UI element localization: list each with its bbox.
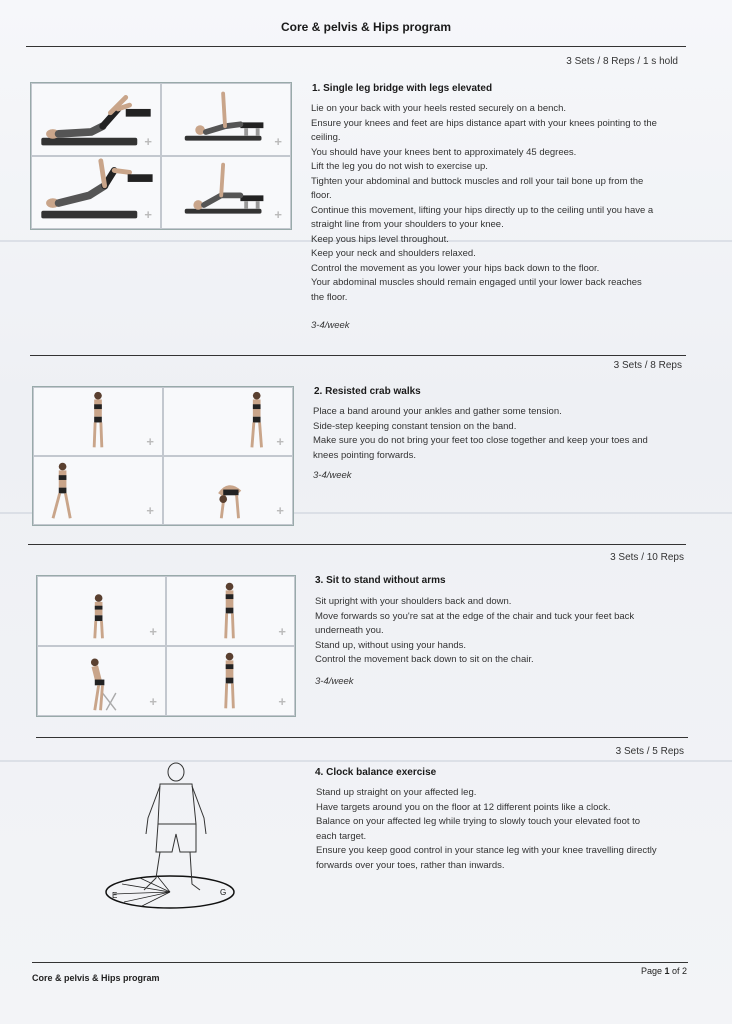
plus-icon: + bbox=[144, 134, 152, 149]
exercise-4-sets: 3 Sets / 5 Reps bbox=[615, 746, 684, 757]
exercise-2-image-3 bbox=[33, 456, 163, 525]
plus-icon: + bbox=[146, 503, 154, 518]
exercise-1-image-4 bbox=[161, 156, 291, 229]
instruction-line: ceiling. bbox=[311, 132, 341, 143]
exercise-2-sets: 3 Sets / 8 Reps bbox=[613, 360, 682, 371]
instruction-line: Control the movement back down to sit on the chair. bbox=[315, 654, 534, 665]
footer-divider bbox=[32, 962, 688, 963]
page-number bbox=[641, 966, 687, 976]
plus-icon: + bbox=[149, 694, 157, 709]
section-divider bbox=[28, 544, 686, 545]
exercise-3-image-3 bbox=[37, 646, 166, 716]
exercise-1-sets: 3 Sets / 8 Reps / 1 s hold bbox=[566, 56, 678, 67]
instruction-line: Keep yous hips level throughout. bbox=[311, 233, 449, 245]
exercise-2-title: 2. Resisted crab walks bbox=[314, 386, 421, 397]
section-divider bbox=[30, 355, 686, 356]
exercise-2-instructions bbox=[313, 405, 703, 463]
exercise-2-illustrations bbox=[32, 386, 294, 526]
instruction-line: Lift the leg you do not wish to exercise up. bbox=[311, 161, 488, 172]
instruction-line: Continue this movement, lifting your hips directly up to the ceiling until you have a bbox=[311, 204, 654, 216]
instruction-line: Keep your neck and shoulders relaxed. bbox=[311, 248, 476, 259]
clock-label-right: G bbox=[220, 888, 227, 897]
instruction-line: You should have your knees bent to approximately 45 degrees. bbox=[311, 146, 577, 158]
instruction-line: Sit upright with your shoulders back and down. bbox=[315, 596, 512, 607]
instruction-line: each target. bbox=[316, 830, 367, 842]
exercise-2-image-4 bbox=[163, 456, 293, 525]
exercise-2-frequency: 3-4/week bbox=[313, 470, 352, 481]
page-current: 1 bbox=[664, 966, 670, 976]
instruction-line: Control the movement as you lower your hips back down to the floor. bbox=[311, 262, 600, 274]
exercise-2-image-2 bbox=[163, 387, 293, 456]
exercise-3-illustrations bbox=[36, 575, 296, 717]
instruction-line: forwards over your toes, rather than inwards. bbox=[316, 859, 505, 871]
instruction-line: underneath you. bbox=[315, 625, 384, 636]
plus-icon: + bbox=[278, 694, 286, 709]
clock-label-left: E bbox=[112, 891, 118, 900]
exercise-3-sets: 3 Sets / 10 Reps bbox=[610, 552, 684, 563]
section-divider bbox=[26, 46, 686, 47]
plus-icon: + bbox=[276, 434, 284, 449]
instruction-line: Make sure you do not bring your feet too close together and keep your toes and bbox=[313, 435, 648, 446]
instruction-line: the floor. bbox=[311, 291, 348, 303]
page-prefix: Page bbox=[640, 966, 665, 976]
instruction-line: straight line from your shoulders to your knee. bbox=[311, 219, 504, 230]
exercise-3-title: 3. Sit to stand without arms bbox=[315, 575, 446, 586]
instruction-line: Stand up straight on your affected leg. bbox=[316, 787, 477, 798]
instruction-line: Balance on your affected leg while trying to slowly touch your elevated foot to bbox=[316, 816, 641, 827]
section-divider bbox=[36, 737, 688, 738]
instruction-line: Place a band around your ankles and gather some tension. bbox=[313, 406, 562, 417]
instruction-line: Tighten your abdominal and buttock muscles and roll your tail bone up from the bbox=[311, 175, 644, 187]
exercise-3-image-4 bbox=[166, 646, 295, 716]
instruction-line: Stand up, without using your hands. bbox=[315, 639, 467, 651]
plus-icon: + bbox=[149, 624, 157, 639]
exercise-4-illustration bbox=[100, 760, 240, 912]
instruction-line: floor. bbox=[311, 190, 332, 201]
exercise-4-instructions bbox=[316, 786, 706, 873]
exercise-1-title: 1. Single leg bridge with legs elevated bbox=[312, 83, 493, 94]
instruction-line: Move forwards so you're sat at the edge of the chair and tuck your feet back bbox=[315, 610, 635, 622]
exercise-1-image-2 bbox=[161, 83, 291, 156]
exercise-2-image-1 bbox=[33, 387, 163, 456]
document-title: Core & pelvis & Hips program bbox=[280, 20, 452, 34]
page-suffix: of 2 bbox=[669, 966, 687, 976]
exercise-3-frequency: 3-4/week bbox=[315, 676, 354, 687]
exercise-4-title: 4. Clock balance exercise bbox=[315, 767, 437, 778]
plus-icon: + bbox=[274, 134, 282, 149]
instruction-line: Have targets around you on the floor at 12 different points like a clock. bbox=[316, 801, 611, 813]
instruction-line: Side-step keeping constant tension on the band. bbox=[313, 420, 517, 432]
instruction-line: knees pointing forwards. bbox=[313, 449, 416, 461]
plus-icon: + bbox=[146, 434, 154, 449]
exercise-1-illustrations bbox=[30, 82, 292, 230]
exercise-1-instructions bbox=[311, 102, 701, 305]
footer-title: Core & pelvis & Hips program bbox=[32, 973, 160, 983]
instruction-line: Your abdominal muscles should remain engaged until your lower back reaches bbox=[311, 277, 642, 288]
plus-icon: + bbox=[278, 624, 286, 639]
plus-icon: + bbox=[144, 207, 152, 222]
exercise-3-instructions bbox=[315, 595, 705, 668]
instruction-line: Ensure you keep good control in your stance leg with your knee travelling directly bbox=[316, 845, 657, 856]
exercise-3-image-1 bbox=[37, 576, 166, 646]
exercise-1-image-1 bbox=[31, 83, 161, 156]
exercise-3-image-2 bbox=[166, 576, 295, 646]
plus-icon: + bbox=[276, 503, 284, 518]
exercise-1-image-3 bbox=[31, 156, 161, 229]
plus-icon: + bbox=[274, 207, 282, 222]
instruction-line: Ensure your knees and feet are hips distance apart with your knees pointing to the bbox=[311, 117, 657, 129]
instruction-line: Lie on your back with your heels rested securely on a bench. bbox=[311, 103, 567, 114]
exercise-1-frequency: 3-4/week bbox=[311, 320, 350, 331]
